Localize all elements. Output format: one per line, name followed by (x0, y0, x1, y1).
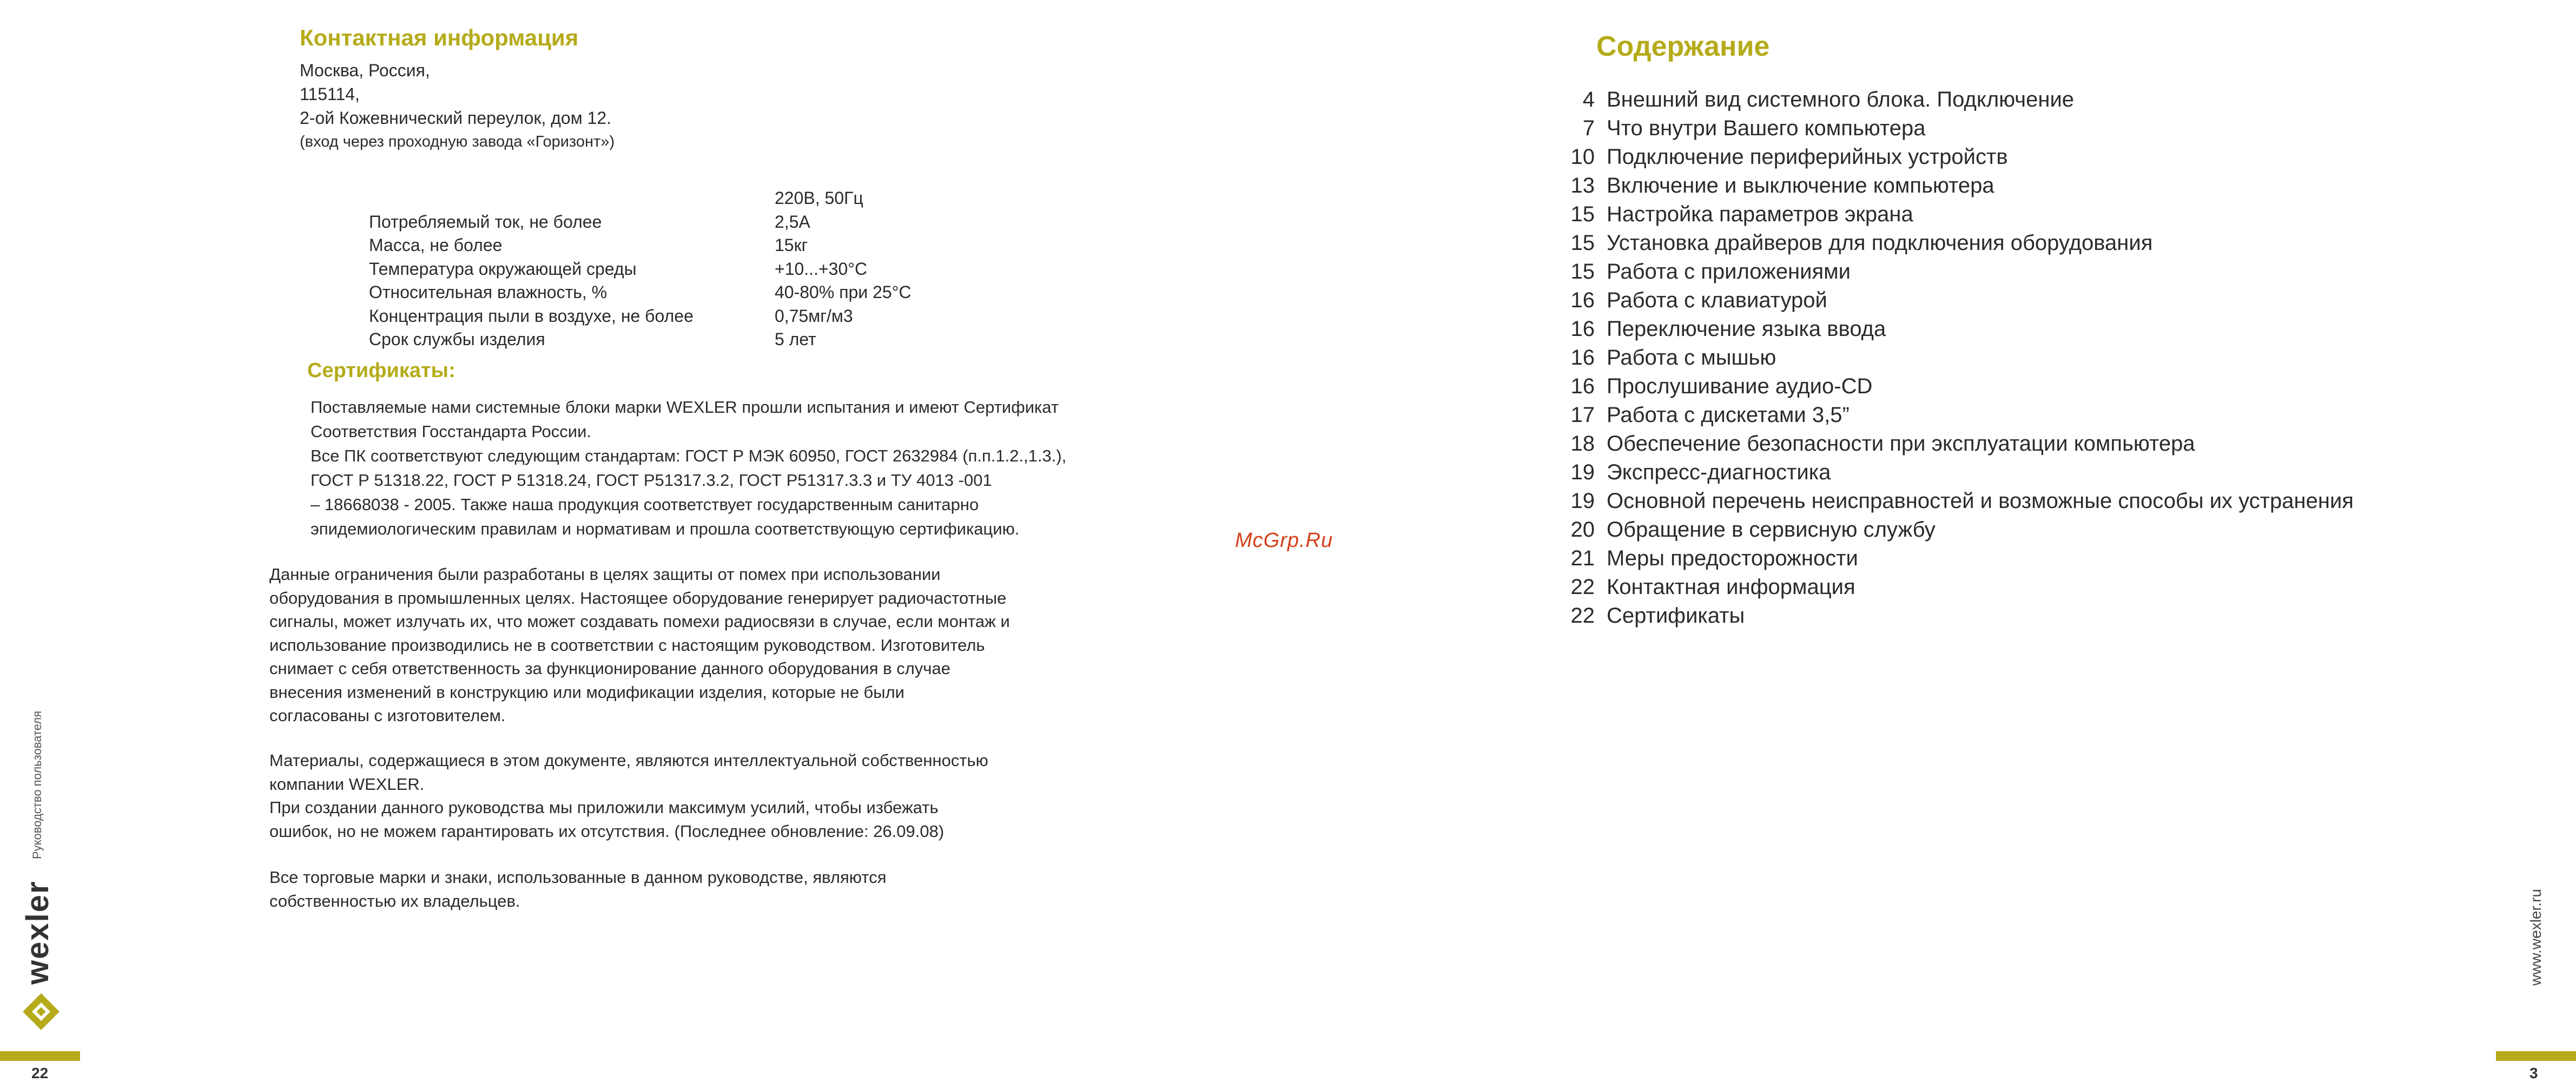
toc-title: Сертификаты (1607, 604, 1745, 628)
text-line: оборудования в промышленных целях. Настоящее оборудование генерирует радиочастотные (269, 588, 1007, 608)
toc-page-number: 22 (1570, 604, 1595, 628)
toc-title: Подключение периферийных устройств (1607, 145, 2008, 169)
spec-value: 0,75мг/м3 (775, 306, 853, 326)
spec-value: 15кг (775, 235, 808, 255)
text-line: При создании данного руководства мы приложили максимум усилий, чтобы избежать (269, 798, 939, 817)
spec-value: 220В, 50Гц (775, 188, 863, 208)
toc-page-number: 16 (1570, 346, 1595, 370)
toc-item[interactable] (1556, 489, 2354, 518)
toc-page-number: 15 (1570, 202, 1595, 226)
toc-item[interactable] (1556, 546, 2354, 575)
toc-page-number: 15 (1570, 231, 1595, 255)
toc-item[interactable] (1556, 575, 2354, 604)
toc-item[interactable] (1556, 231, 2354, 260)
toc-page-number: 21 (1570, 546, 1595, 570)
toc-page-number: 13 (1570, 174, 1595, 197)
toc-title: Внешний вид системного блока. Подключение (1607, 88, 2075, 111)
trademarks-paragraph (269, 866, 1092, 913)
toc-title: Работа с дискетами 3,5” (1607, 403, 1850, 427)
toc-item[interactable] (1556, 88, 2354, 116)
address-line: Москва, Россия, (300, 61, 430, 80)
page-number: 22 (31, 1065, 49, 1081)
spec-label: Относительная влажность, % (369, 282, 607, 302)
toc-page-number: 10 (1570, 145, 1595, 169)
text-line: использование производились не в соответствии с настоящим руководством. Изготовитель (269, 635, 985, 655)
spec-label: Концентрация пыли в воздухе, не более (369, 306, 693, 326)
contact-heading: Контактная информация (300, 25, 579, 50)
toc-page-number: 18 (1570, 432, 1595, 456)
toc-title: Настройка параметров экрана (1607, 202, 1913, 226)
toc-title: Контактная информация (1607, 575, 1855, 599)
toc-item[interactable] (1556, 260, 2354, 288)
text-line: собственностью их владельцев. (269, 891, 520, 911)
toc-item[interactable] (1556, 604, 2354, 632)
toc-item[interactable] (1556, 116, 2354, 145)
toc-title: Работа с приложениями (1607, 260, 1851, 283)
toc-item[interactable] (1556, 288, 2354, 317)
toc-page-number: 7 (1582, 116, 1595, 140)
address-line: (вход через проходную завода «Горизонт») (300, 133, 615, 150)
toc-item[interactable] (1556, 518, 2354, 546)
spec-value: +10...+30°С (775, 259, 868, 279)
text-line: – 18668038 - 2005. Также наша продукция соответствует государственным санитарно (311, 495, 979, 514)
text-line: компании WEXLER. (269, 774, 425, 794)
table-of-contents (1556, 88, 2354, 632)
address-line: 2-ой Кожевнический переулок, дом 12. (300, 108, 612, 128)
toc-page-number: 19 (1570, 489, 1595, 513)
toc-page-number: 15 (1570, 260, 1595, 283)
certificates-text (311, 395, 1165, 541)
contact-address (300, 58, 615, 154)
side-label (30, 711, 52, 881)
certificates-heading: Сертификаты: (307, 359, 455, 382)
toc-page-number: 16 (1570, 288, 1595, 312)
toc-item[interactable] (1556, 374, 2354, 403)
toc-item[interactable] (1556, 145, 2354, 174)
toc-title: Прослушивание аудио-CD (1607, 374, 1873, 398)
toc-title: Работа с мышью (1607, 346, 1776, 370)
toc-title: Меры предосторожности (1607, 546, 1858, 570)
text-line: согласованы с изготовителем. (269, 706, 506, 725)
toc-title: Установка драйверов для подключения оборудования (1607, 231, 2153, 255)
text-line: ГОСТ Р 51318.22, ГОСТ Р 51318.24, ГОСТ Р51317.3.2, ГОСТ Р51317.3.3 и ТУ 4013 -001 (311, 471, 992, 490)
text-line: Все ПК соответствуют следующим стандартам: ГОСТ Р МЭК 60950, ГОСТ 2632984 (п.п.1.2.,1.3.), (311, 446, 1067, 465)
brand-name: wexler (20, 880, 55, 985)
spec-value: 5 лет (775, 329, 816, 349)
spec-label: Потребляемый ток, не более (369, 212, 602, 232)
text-line: эпидемиологическим правилам и нормативам и прошла соответствующую сертификацию. (311, 519, 1020, 538)
user-guide-label: Руководство пользователя (30, 711, 44, 859)
footer-accent-bar (2496, 1051, 2576, 1061)
page-number: 3 (2529, 1065, 2538, 1081)
toc-item[interactable] (1556, 460, 2354, 489)
brand-logo-icon (18, 989, 64, 1034)
text-line: сигналы, может излучать их, что может создавать помехи радиосвязи в случае, если монтаж и (269, 612, 1010, 631)
toc-title: Обеспечение безопасности при эксплуатации компьютера (1607, 432, 2195, 456)
spec-label: Срок службы изделия (369, 329, 545, 349)
site-label (2527, 889, 2549, 1007)
toc-title: Включение и выключение компьютера (1607, 174, 1994, 197)
toc-heading: Содержание (1596, 31, 1770, 62)
toc-title: Работа с клавиатурой (1607, 288, 1827, 312)
interference-paragraph (269, 563, 1092, 728)
toc-item[interactable] (1556, 202, 2354, 231)
toc-item[interactable] (1556, 432, 2354, 460)
toc-title: Обращение в сервисную службу (1607, 518, 1936, 542)
toc-title: Что внутри Вашего компьютера (1607, 116, 1926, 140)
toc-page-number: 20 (1570, 518, 1595, 542)
toc-title: Экспресс-диагностика (1607, 460, 1831, 484)
spec-label: Температура окружающей среды (369, 259, 637, 279)
spec-value: 2,5А (775, 212, 810, 232)
text-line: ошибок, но не можем гарантировать их отсутствия. (Последнее обновление: 26.09.08) (269, 821, 944, 841)
toc-item[interactable] (1556, 346, 2354, 374)
spec-value: 40-80% при 25°С (775, 282, 911, 302)
text-line: Поставляемые нами системные блоки марки WEXLER прошли испытания и имеют Сертификат (311, 398, 1059, 417)
toc-title: Переключение языка ввода (1607, 317, 1886, 341)
copyright-paragraph (269, 749, 1092, 843)
address-line: 115114, (300, 84, 360, 104)
spec-label: Масса, не более (369, 235, 503, 255)
toc-page-number: 17 (1570, 403, 1595, 427)
watermark: McGrp.Ru (1235, 529, 1333, 552)
toc-page-number: 22 (1570, 575, 1595, 599)
toc-item[interactable] (1556, 174, 2354, 202)
text-line: Соответствия Госстандарта России. (311, 422, 592, 441)
website-url[interactable]: www.wexler.ru (2527, 889, 2544, 986)
toc-page-number: 16 (1570, 317, 1595, 341)
text-line: Данные ограничения были разработаны в целях защиты от помех при использовании (269, 565, 941, 584)
toc-page-number: 16 (1570, 374, 1595, 398)
text-line: внесения изменений в конструкцию или модификации изделия, которые не были (269, 682, 904, 702)
toc-item[interactable] (1556, 403, 2354, 432)
footer-accent-bar (0, 1051, 80, 1061)
text-line: Материалы, содержащиеся в этом документе, являются интеллектуальной собственностью (269, 751, 988, 770)
text-line: Все торговые марки и знаки, использованные в данном руководстве, являются (269, 868, 887, 887)
toc-title: Основной перечень неисправностей и возможные способы их устранения (1607, 489, 2354, 513)
toc-item[interactable] (1556, 317, 2354, 346)
toc-page-number: 19 (1570, 460, 1595, 484)
toc-page-number: 4 (1582, 88, 1595, 111)
text-line: снимает с себя ответственность за функционирование данного оборудования в случае (269, 659, 950, 678)
